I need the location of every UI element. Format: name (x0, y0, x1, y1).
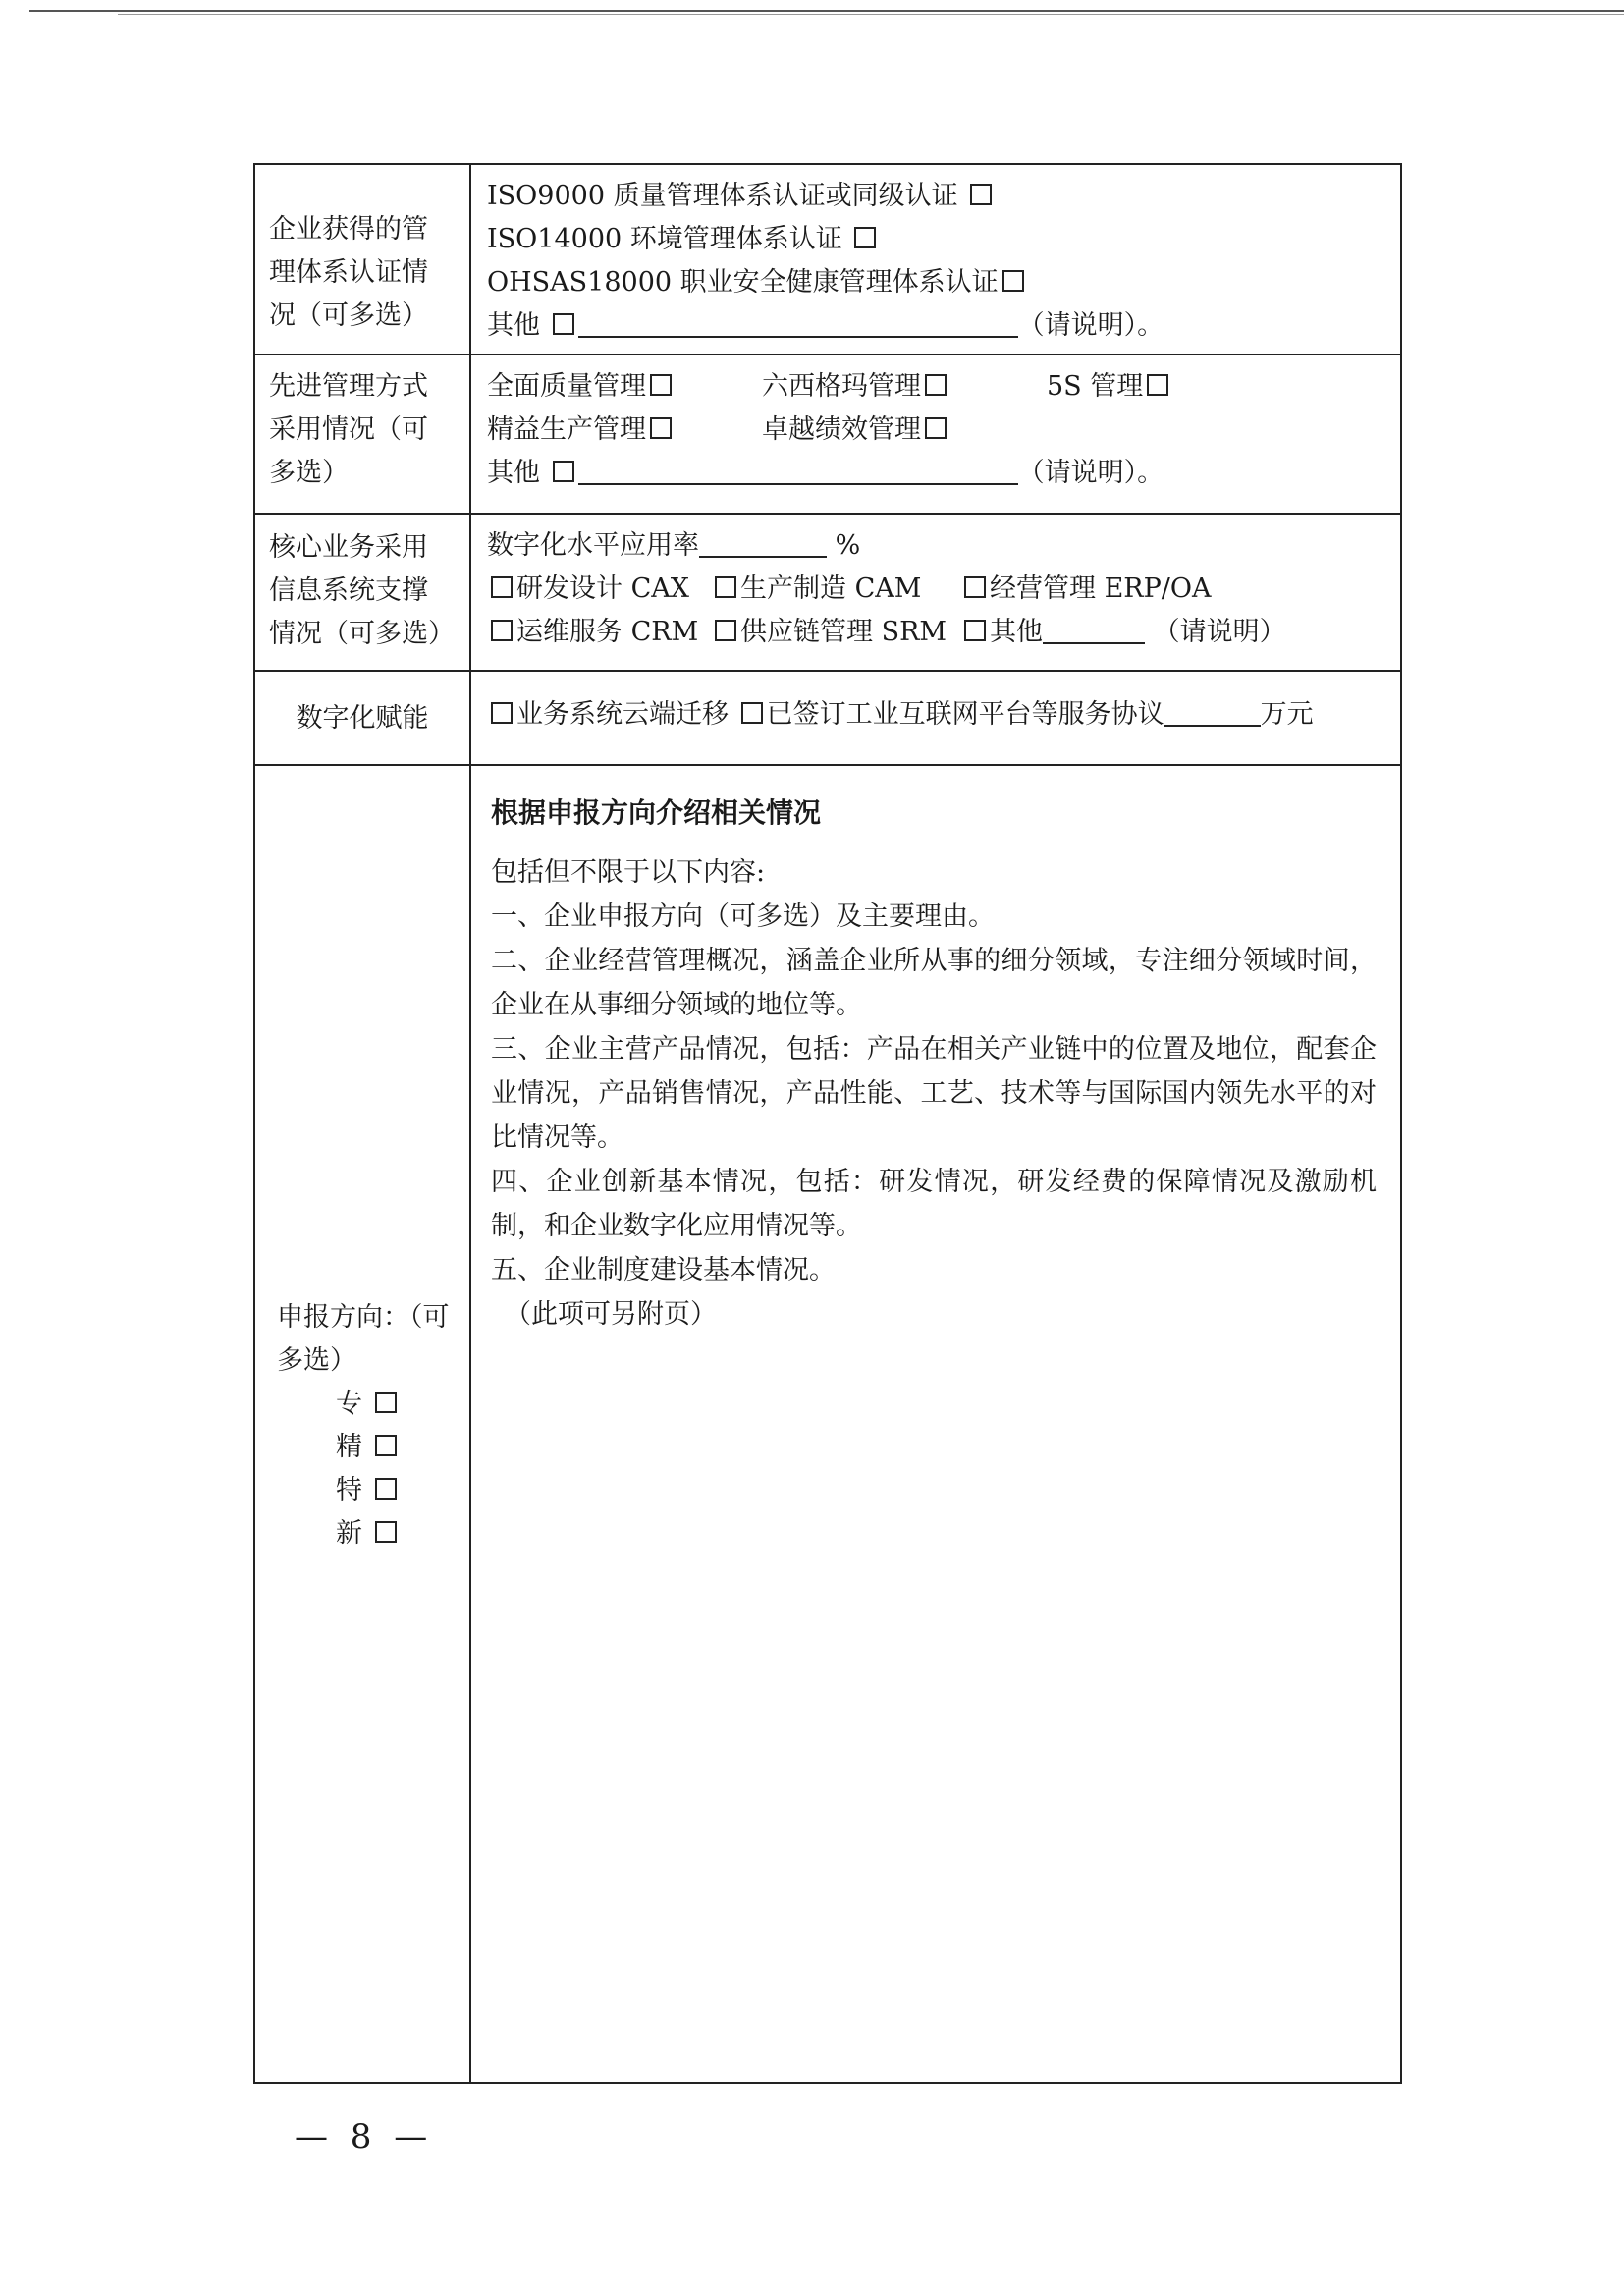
tqm-checkbox[interactable] (650, 374, 672, 396)
iso9000-checkbox[interactable] (970, 184, 992, 205)
platform-amount-field[interactable] (1164, 695, 1261, 727)
mgmt-other-field[interactable] (578, 454, 1018, 485)
scan-edge-line (29, 10, 1624, 12)
cloud-checkbox[interactable] (491, 702, 513, 724)
label-line: 数字化赋能 (296, 703, 429, 734)
it-other-field[interactable] (1043, 613, 1145, 644)
rate-unit: % (835, 530, 861, 561)
content-digital-enablement (471, 672, 1400, 764)
direction-paragraph: 五、企业制度建设基本情况。 (491, 1255, 836, 1285)
tqm-label: 全面质量管理 (487, 371, 646, 402)
srm-label: 供应链管理 SRM (740, 617, 947, 647)
ohsas-label: OHSAS18000 职业安全健康管理体系认证 (487, 267, 999, 298)
label-line: 多选） (277, 1345, 356, 1376)
label-declaration-direction (255, 766, 471, 2082)
label-line: 况（可多选） (269, 301, 428, 331)
direction-paragraph: 一、企业申报方向（可多选）及主要理由。 (491, 902, 995, 932)
iso14000-checkbox[interactable] (854, 227, 876, 248)
it-explain: （请说明） (1153, 617, 1286, 647)
direction-option-label: 精 (336, 1432, 362, 1462)
cert-other-checkbox[interactable] (553, 313, 574, 335)
scan-edge-line-2 (118, 14, 1624, 15)
cert-explain: （请说明）。 (1017, 310, 1164, 341)
label-line: 企业获得的管 (269, 214, 428, 245)
platform-checkbox[interactable] (741, 702, 763, 724)
row-information-systems (255, 515, 1400, 672)
excellence-label: 卓越绩效管理 (762, 414, 921, 445)
amount-unit: 万元 (1260, 699, 1314, 730)
lean-label: 精益生产管理 (487, 414, 646, 445)
content-declaration-direction (471, 766, 1400, 2082)
label-line: 理体系认证情 (269, 257, 428, 288)
rate-label: 数字化水平应用率 (487, 530, 699, 561)
row-digital-enablement (255, 672, 1400, 766)
direction-title: 根据申报方向介绍相关情况 (491, 796, 822, 829)
content-information-systems (471, 515, 1400, 670)
iso14000-label: ISO14000 环境管理体系认证 (487, 224, 842, 254)
mgmt-other-checkbox[interactable] (553, 461, 574, 482)
five-s-checkbox[interactable] (1147, 374, 1168, 396)
label-certification (255, 165, 471, 354)
direction-option-label: 专 (336, 1389, 362, 1419)
erp-checkbox[interactable] (964, 576, 986, 598)
five-s-label: 5S 管理 (1047, 371, 1144, 402)
crm-checkbox[interactable] (491, 620, 513, 641)
label-line: 申报方向：（可 (277, 1302, 450, 1333)
cert-other-field[interactable] (578, 306, 1018, 338)
label-line: 先进管理方式 (269, 371, 428, 402)
iso9000-label: ISO9000 质量管理体系认证或同级认证 (487, 181, 958, 211)
direction-paragraph: 四、企业创新基本情况，包括：研发情况，研发经费的保障情况及激励机制，和企业数字化应用情况等。 (491, 1167, 1377, 1241)
cam-checkbox[interactable] (715, 576, 736, 598)
it-other-checkbox[interactable] (964, 620, 986, 641)
label-line: 多选） (269, 458, 349, 488)
cax-label: 研发设计 CAX (516, 574, 689, 604)
cert-other-label: 其他 (487, 310, 540, 341)
row-certification (255, 165, 1400, 355)
direction-paragraph: （此项可另附页） (505, 1299, 717, 1330)
cam-label: 生产制造 CAM (740, 574, 922, 604)
direction-option-label: 特 (336, 1475, 362, 1505)
direction-paragraph: 三、企业主营产品情况，包括：产品在相关产业链中的位置及地位，配套企业情况，产品销售情况，产品性能、工艺、技术等与国际国内领先水平的对比情况等。 (491, 1034, 1377, 1153)
rate-field[interactable] (699, 526, 827, 558)
label-line: 信息系统支撑 (269, 575, 428, 606)
crm-label: 运维服务 CRM (516, 617, 699, 647)
direction-options (277, 1383, 456, 1556)
mgmt-explain: （请说明）。 (1017, 458, 1164, 488)
page-number: — 8 — (295, 2117, 434, 2157)
direction-option-label: 新 (336, 1518, 362, 1549)
label-line: 采用情况（可 (269, 414, 428, 445)
excellence-checkbox[interactable] (925, 417, 947, 439)
direction-paragraph: 二、企业经营管理概况，涵盖企业所从事的细分领域，专注细分领域时间，企业在从事细分领域的地位等。 (491, 946, 1377, 1020)
cloud-label: 业务系统云端迁移 (516, 699, 729, 730)
application-form-table (253, 163, 1402, 2084)
mgmt-other-label: 其他 (487, 458, 540, 488)
content-certification (471, 165, 1400, 354)
label-line: 情况（可多选） (269, 619, 455, 649)
direction-jing-checkbox[interactable] (375, 1435, 397, 1456)
label-management (255, 355, 471, 513)
srm-checkbox[interactable] (715, 620, 736, 641)
direction-te-checkbox[interactable] (375, 1478, 397, 1500)
direction-xin-checkbox[interactable] (375, 1521, 397, 1543)
lean-checkbox[interactable] (650, 417, 672, 439)
direction-paragraph: 包括但不限于以下内容: (491, 857, 766, 888)
six-sigma-checkbox[interactable] (925, 374, 947, 396)
erp-label: 经营管理 ERP/OA (990, 574, 1212, 604)
content-management (471, 355, 1400, 513)
it-other-label: 其他 (990, 617, 1043, 647)
label-digital-enablement (255, 672, 471, 764)
direction-zhuan-checkbox[interactable] (375, 1392, 397, 1413)
cax-checkbox[interactable] (491, 576, 513, 598)
platform-label: 已签订工业互联网平台等服务协议 (766, 699, 1164, 730)
ohsas-checkbox[interactable] (1002, 270, 1024, 292)
row-management (255, 355, 1400, 515)
label-information-systems (255, 515, 471, 670)
six-sigma-label: 六西格玛管理 (762, 371, 921, 402)
row-declaration-direction (255, 766, 1400, 2082)
label-line: 核心业务采用 (269, 532, 428, 563)
